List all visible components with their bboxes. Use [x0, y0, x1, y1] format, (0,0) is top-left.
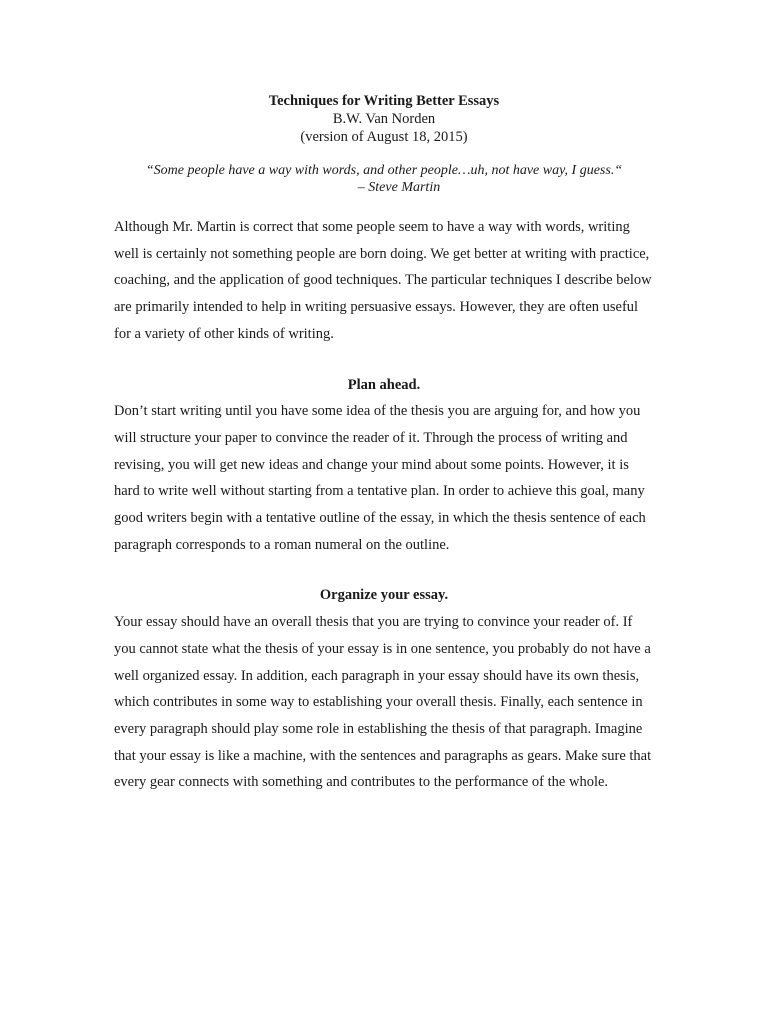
section-paragraph: Don’t start writing until you have some idea of the thesis you are arguing for, and how you will structure your paper to convince the reader of it. Through the process of writing and revising, you will get new ideas and change your mind about some points. However, it is hard to write well without starting from a tentative plan. In order to achieve this goal, many good writers begin with a tentative outline of the essay, in which the thesis sentence of each paragraph corresponds to a roman numeral on the outline. — [114, 403, 646, 553]
section-plan-ahead — [114, 372, 654, 559]
section-heading: Plan ahead. — [347, 376, 421, 393]
section-heading: Organize your essay. — [319, 587, 449, 604]
document-author: B.W. Van Norden — [332, 111, 436, 127]
section-paragraph: Your essay should have an overall thesis that you are trying to convince your reader of. If you cannot state what the thesis of your essay is in one sentence, you probably do not have a well organized essay. In addition, each paragraph in your essay should have its own thesis, which contributes in some way to establishing your overall thesis. Finally, each sentence in every paragraph should play some role in establishing the thesis of that paragraph. Imagine that your essay is like a machine, with the sentences and paragraphs as gears. Make sure that every gear connects with something and contributes to the performance of the whole. — [114, 614, 652, 791]
epigraph-attribution: – Steve Martin — [357, 180, 441, 195]
document-version: (version of August 18, 2015) — [300, 129, 468, 145]
title-block — [114, 92, 654, 146]
document-page — [114, 92, 654, 796]
intro-paragraph: Although Mr. Martin is correct that some people seem to have a way with words, writing well is certainly not something people are born doing. We get better at writing with practice, coaching, and the application of good techniques. The particular techniques I describe below are primarily intended to help in writing persuasive essays. However, they are often useful for a variety of other kinds of writing. — [114, 219, 652, 342]
epigraph — [114, 162, 654, 196]
document-title: Techniques for Writing Better Essays — [268, 93, 500, 109]
section-organize-essay — [114, 582, 654, 796]
epigraph-quote: “Some people have a way with words, and other people…uh, not have way, I guess.“ — [145, 163, 623, 178]
